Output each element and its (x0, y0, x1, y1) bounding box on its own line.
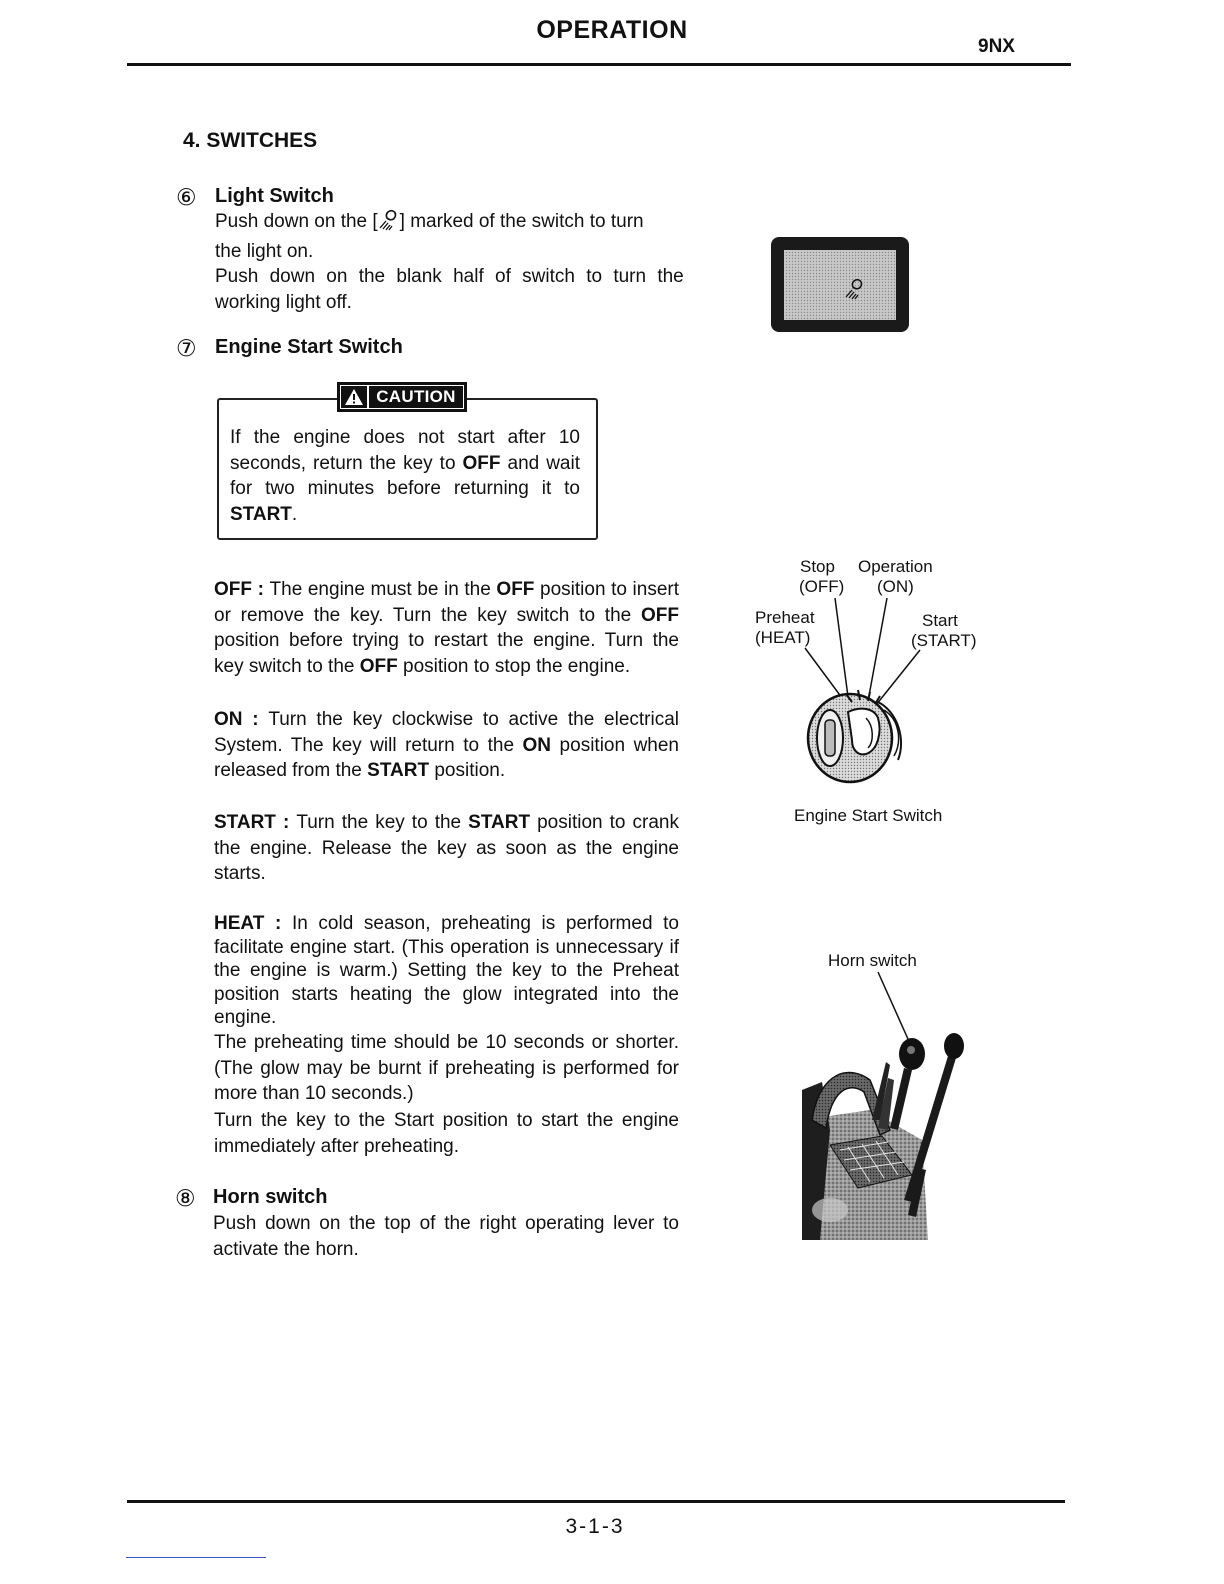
caution-badge (337, 382, 467, 412)
caution-text-1: If the engine does not start after 10 seconds, return the key to (230, 427, 580, 474)
position-on-text (214, 707, 679, 784)
label-preheat-sub: (HEAT) (755, 628, 811, 647)
header-rule (127, 63, 1071, 66)
position-start-label: START (214, 812, 276, 833)
label-stop: Stop (800, 557, 835, 576)
horn-switch-text: Push down on the top of the right operating lever to activate the horn. (213, 1213, 679, 1260)
engine-start-switch-title: Engine Start Switch (215, 336, 403, 358)
position-heat-t1: In cold season, preheating is performed to facilitate engine start. (This operation is unnecessary if the engine is warm.) Setting the key to the Preheat position starts heating the glow integrated into the engine. (214, 913, 679, 1028)
light-switch-line-2: the light on. (215, 240, 314, 262)
label-stop-sub: (OFF) (799, 577, 845, 596)
position-off-b2: OFF (641, 604, 679, 626)
position-off-b1: OFF (496, 579, 535, 600)
light-switch-image (770, 236, 910, 333)
position-start-t2: position to crank the engine. Release the key as soon as the engine starts. (214, 812, 679, 884)
label-operation-sub: (ON) (877, 577, 914, 596)
light-switch-text (215, 209, 684, 315)
page-number: 3-1-3 (565, 1515, 625, 1538)
position-off-sep: : (252, 579, 270, 600)
position-off-t3: position before trying to restart the engine. Turn the key switch to the (214, 630, 679, 677)
position-heat-text (214, 912, 679, 1030)
position-start-sep: : (275, 812, 297, 833)
label-operation: Operation (858, 557, 933, 576)
position-start-t1: Turn the key to the (296, 812, 469, 833)
position-on-t1: Turn the key clockwise to active the electrical System. The key will return to the (214, 709, 679, 756)
position-off-label: OFF (214, 579, 252, 600)
position-on-sep: : (242, 709, 269, 730)
position-off-text (214, 577, 679, 679)
caution-label: CAUTION (369, 386, 463, 408)
page-title: OPERATION (536, 16, 688, 44)
section-heading: 4. SWITCHES (183, 129, 318, 152)
position-heat-label: HEAT (214, 913, 265, 934)
key-switch-caption: Engine Start Switch (794, 806, 943, 825)
caution-bold-off: OFF (462, 452, 501, 474)
position-off-t2: position to insert or remove the key. Turn the key switch to the (214, 579, 680, 626)
caution-text-3: . (291, 503, 298, 525)
position-off-t1: The engine must be in the (269, 579, 497, 600)
item-number-7: ⑦ (176, 335, 197, 361)
horn-switch-image (800, 970, 970, 1245)
position-on-b2: START (367, 760, 430, 781)
light-switch-line-1a: Push down on the [ (215, 211, 378, 232)
horn-switch-title: Horn switch (213, 1186, 328, 1208)
footer-rule (127, 1500, 1065, 1503)
heat-paragraph-2: The preheating time should be 10 seconds or shorter. (The glow may be burnt if preheating is performed for more than 10 seconds.) (214, 1032, 679, 1104)
caution-bold-start: START (230, 503, 292, 525)
label-preheat: Preheat (755, 608, 815, 627)
caution-text-2: and wait for two minutes before returning it to (230, 452, 581, 499)
warning-triangle-icon (341, 386, 367, 408)
horn-switch-label: Horn switch (828, 951, 917, 970)
model-code: 9NX (978, 36, 1015, 57)
light-icon-inline (378, 209, 400, 239)
position-start-b1: START (468, 812, 531, 833)
position-on-b1: ON (522, 734, 552, 756)
key-switch-diagram (790, 590, 990, 790)
light-switch-line-4: working light off. (215, 291, 352, 313)
heat-paragraph-3: Turn the key to the Start position to start the engine immediately after preheating. (214, 1110, 679, 1157)
position-start-text (214, 810, 679, 887)
label-start: Start (922, 611, 958, 630)
light-switch-line-3: Push down on the blank half of switch to turn the (215, 266, 684, 287)
position-off-b3: OFF (359, 655, 398, 677)
label-start-sub: (START) (911, 631, 977, 650)
position-on-t3: position. (429, 760, 506, 781)
light-switch-line-1b: ] marked of the switch to turn (399, 211, 644, 232)
position-off-t4: position to stop the engine. (397, 655, 631, 677)
light-switch-title: Light Switch (215, 185, 334, 207)
item-number-6: ⑥ (176, 184, 197, 210)
position-on-t2: position when released from the (214, 734, 679, 781)
item-number-8: ⑧ (175, 1185, 196, 1211)
caution-text (230, 425, 580, 527)
position-on-label: ON (214, 709, 243, 730)
position-heat-sep: : (264, 913, 292, 934)
footer-link-underline (126, 1557, 266, 1558)
